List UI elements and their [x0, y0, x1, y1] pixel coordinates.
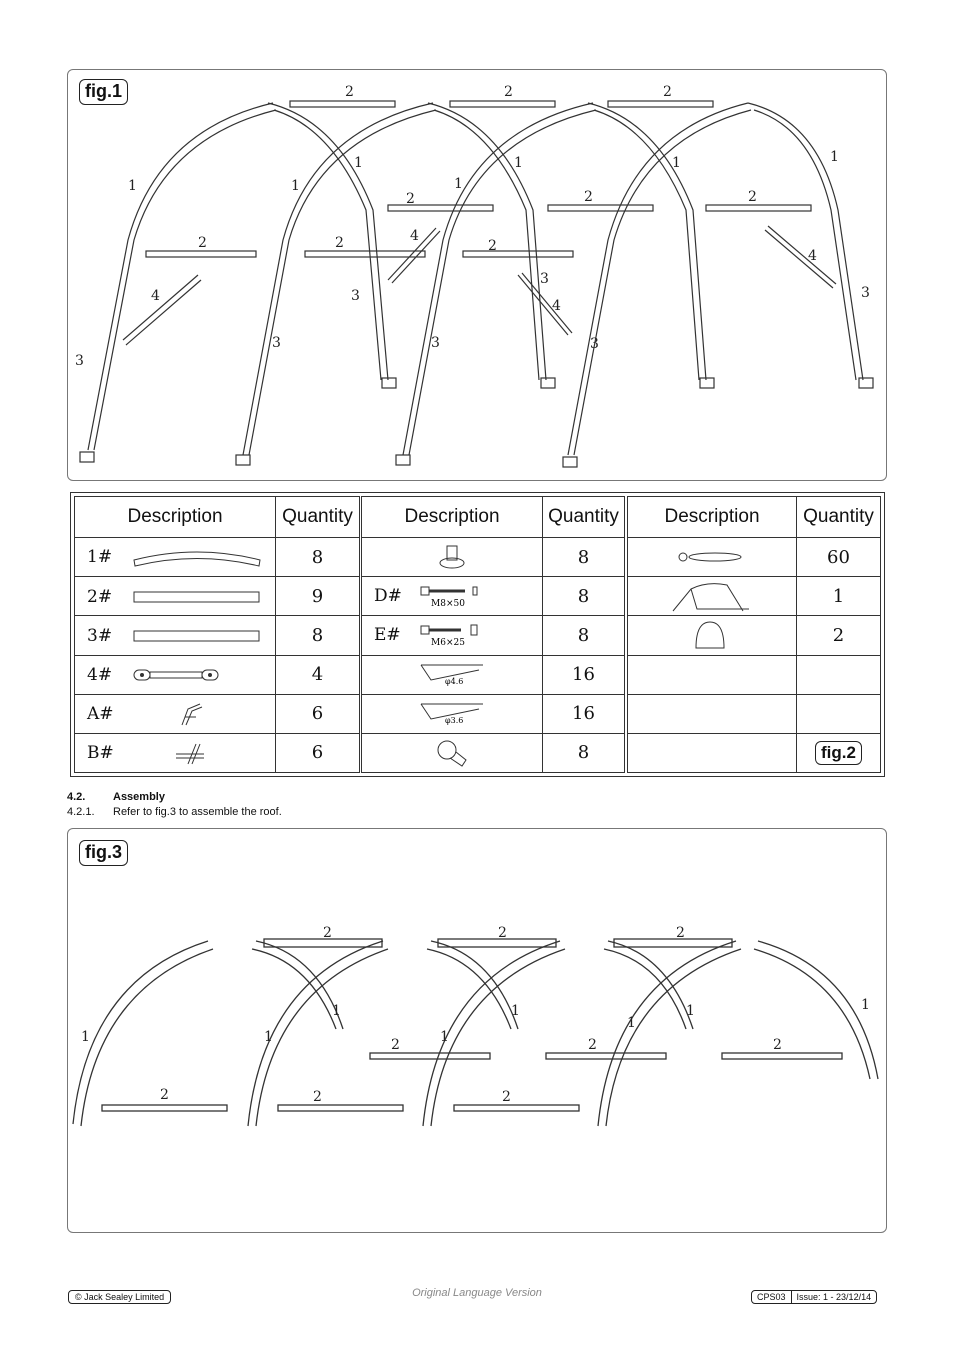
end-panel-icon — [692, 620, 732, 650]
header-description: Description — [362, 497, 543, 538]
straight-tube-icon — [132, 590, 262, 604]
callout-4: 4 — [808, 248, 817, 264]
part-qty: 8 — [276, 616, 360, 655]
callout-4: 4 — [151, 288, 160, 304]
callout-1: 1 — [511, 1003, 520, 1019]
footer-issue-box — [751, 1290, 877, 1304]
footer-language-note: Original Language Version — [412, 1287, 542, 1299]
table-row — [75, 655, 360, 694]
r-clip-icon — [417, 662, 487, 688]
bolt-size-note: M8×50 — [431, 599, 466, 609]
part-code: B# — [87, 742, 114, 763]
callout-2: 2 — [588, 1037, 597, 1053]
table-row — [362, 538, 625, 577]
part-qty: 8 — [276, 538, 360, 577]
table-row — [362, 577, 625, 616]
curved-tube-icon — [132, 546, 262, 568]
section-number: 4.2. — [67, 791, 86, 803]
callout-1: 1 — [514, 155, 523, 171]
part-qty: 4 — [276, 655, 360, 694]
assembly-section — [67, 790, 282, 820]
table-row — [362, 616, 625, 655]
part-code: 1# — [87, 547, 113, 568]
part-code: 2# — [87, 586, 113, 607]
step-text: Refer to fig.3 to assemble the roof. — [113, 806, 282, 818]
table-row — [362, 655, 625, 694]
callout-3: 3 — [75, 353, 84, 369]
part-qty: 16 — [543, 655, 625, 694]
callout-1: 1 — [454, 176, 463, 192]
part-qty: 6 — [276, 733, 360, 772]
bolt-size-note: M6×25 — [431, 638, 466, 648]
part-qty: 1 — [797, 577, 881, 616]
fig3-callouts — [81, 925, 870, 1105]
connector-b-icon — [152, 740, 222, 766]
part-code: A# — [87, 703, 114, 724]
callout-3: 3 — [351, 288, 360, 304]
callout-1: 1 — [686, 1003, 695, 1019]
fig2-label: fig.2 — [815, 741, 862, 765]
table-row — [75, 577, 360, 616]
bolt-icon — [419, 584, 489, 608]
callout-3: 3 — [272, 335, 281, 351]
callout-2: 2 — [323, 925, 332, 941]
callout-2: 2 — [406, 191, 415, 207]
table-row — [75, 616, 360, 655]
table-row — [362, 733, 625, 772]
part-qty: 8 — [543, 577, 625, 616]
footer-copyright: © Jack Sealey Limited — [68, 1290, 171, 1304]
r-clip-icon — [417, 701, 487, 727]
table-row — [75, 538, 360, 577]
callout-2: 2 — [502, 1089, 511, 1105]
callout-1: 1 — [264, 1029, 273, 1045]
header-quantity: Quantity — [276, 497, 360, 538]
callout-3: 3 — [861, 285, 870, 301]
callout-3: 3 — [431, 335, 440, 351]
header-quantity: Quantity — [797, 497, 881, 538]
part-qty: 2 — [797, 616, 881, 655]
callout-1: 1 — [291, 178, 300, 194]
callout-2: 2 — [504, 84, 513, 100]
part-qty: 8 — [543, 538, 625, 577]
parts-table — [70, 492, 885, 777]
table-row — [628, 655, 881, 694]
parts-table-col2 — [361, 496, 625, 773]
fig3-roof-drawing — [68, 829, 886, 1232]
clip-size-note: φ4.6 — [445, 676, 464, 686]
footer-issue: Issue: 1 - 23/12/14 — [791, 1291, 877, 1303]
header-description: Description — [628, 497, 797, 538]
brace-icon — [132, 667, 222, 683]
table-row — [628, 616, 881, 655]
straight-tube-icon — [132, 629, 262, 643]
header-quantity: Quantity — [543, 497, 625, 538]
callout-2: 2 — [498, 925, 507, 941]
callout-1: 1 — [627, 1015, 636, 1031]
fig1-frame-drawing — [68, 70, 886, 480]
callout-1: 1 — [861, 997, 870, 1013]
callout-2: 2 — [335, 235, 344, 251]
part-code: E# — [374, 625, 401, 646]
parts-table-col3 — [627, 496, 881, 773]
fig1-panel — [67, 69, 887, 481]
callout-1: 1 — [128, 178, 137, 194]
callout-2: 2 — [198, 235, 207, 251]
part-qty: 16 — [543, 694, 625, 733]
connector-a-icon — [152, 701, 222, 727]
bungee-tie-icon — [677, 550, 747, 564]
callout-1: 1 — [830, 149, 839, 165]
callout-2: 2 — [748, 189, 757, 205]
fig3-label: fig.3 — [79, 840, 128, 866]
table-row — [628, 538, 881, 577]
part-code: D# — [374, 586, 402, 607]
callout-2: 2 — [663, 84, 672, 100]
fig1-label: fig.1 — [79, 79, 128, 105]
callout-4: 4 — [552, 298, 561, 314]
cover-icon — [667, 579, 757, 613]
bolt-icon — [419, 623, 489, 647]
callout-1: 1 — [81, 1029, 90, 1045]
table-row — [75, 694, 360, 733]
clip-size-note: φ3.6 — [445, 715, 464, 725]
callout-2: 2 — [488, 238, 497, 254]
callout-1: 1 — [332, 1003, 341, 1019]
callout-3: 3 — [540, 271, 549, 287]
header-description: Description — [75, 497, 276, 538]
callout-2: 2 — [584, 189, 593, 205]
callout-2: 2 — [773, 1037, 782, 1053]
callout-1: 1 — [354, 155, 363, 171]
parts-table-col1 — [74, 496, 360, 773]
callout-2: 2 — [345, 84, 354, 100]
fig3-panel — [67, 828, 887, 1233]
callout-2: 2 — [391, 1037, 400, 1053]
pipe-clamp-icon — [432, 738, 472, 768]
part-qty: 8 — [543, 616, 625, 655]
callout-1: 1 — [440, 1029, 449, 1045]
part-qty: 8 — [543, 733, 625, 772]
footer-model: CPS03 — [757, 1292, 786, 1302]
table-row — [628, 577, 881, 616]
callout-2: 2 — [313, 1089, 322, 1105]
callout-3: 3 — [590, 336, 599, 352]
part-code: 3# — [87, 625, 113, 646]
table-row — [75, 733, 360, 772]
part-qty: 60 — [797, 538, 881, 577]
callout-1: 1 — [672, 155, 681, 171]
callout-4: 4 — [410, 228, 419, 244]
fig1-callouts — [75, 84, 870, 369]
table-row — [628, 694, 881, 733]
callout-2: 2 — [676, 925, 685, 941]
part-qty: 9 — [276, 577, 360, 616]
callout-2: 2 — [160, 1087, 169, 1103]
foot-plate-icon — [437, 544, 467, 570]
table-row — [362, 694, 625, 733]
part-qty: 6 — [276, 694, 360, 733]
part-code: 4# — [87, 664, 113, 685]
section-title: Assembly — [113, 791, 165, 803]
step-number: 4.2.1. — [67, 806, 95, 818]
table-row — [628, 733, 881, 772]
